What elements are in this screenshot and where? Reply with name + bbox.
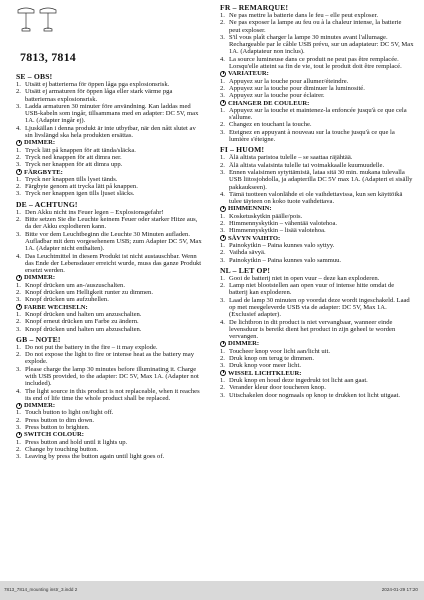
step-text: Appuyez sur la touche pour diminuer la luminosité. [229, 84, 365, 92]
step-list [16, 176, 204, 198]
list-item [220, 191, 414, 206]
left-text-flow [16, 70, 204, 461]
step-text: Vaihda sävyä. [229, 249, 266, 257]
step-number: 1. [220, 376, 225, 384]
list-item [16, 183, 204, 190]
power-icon [220, 71, 226, 77]
subsection-heading: WISSEL LICHTKLEUR: [220, 370, 414, 377]
list-item [16, 388, 204, 403]
list-item [16, 125, 204, 140]
list-item [220, 92, 414, 99]
lamp-illustration [14, 4, 60, 34]
step-number: 3. [220, 256, 225, 264]
step-list [16, 344, 204, 402]
step-text: La source lumineuse dans ce produit ne peut pas être remplacée. Lorsqu'elle atteint sa fin de vie, tout le produit doit être remplacé. [229, 55, 402, 71]
power-icon [220, 100, 226, 106]
power-icon [16, 432, 22, 438]
step-text: Verander kleur door toucheren knop. [229, 384, 326, 392]
step-text: Ne pas exposer la lampe au feu ou à la chaleur intense, la batterie peut exploser. [229, 19, 402, 34]
step-text: Do not expose the light to fire or intense heat as the battery may explode. [25, 351, 195, 366]
list-item [220, 242, 414, 249]
step-number: 3. [220, 227, 225, 235]
step-text: Changez en touchant la touche. [229, 121, 312, 129]
list-item [16, 147, 204, 154]
list-item [16, 81, 204, 88]
step-number: 4. [16, 124, 21, 132]
list-item [16, 439, 204, 446]
subsection-heading: VARIATEUR: [220, 70, 414, 77]
power-icon [220, 206, 226, 212]
step-number: 4. [220, 318, 225, 326]
list-item [16, 417, 204, 424]
step-number: 4. [16, 252, 21, 260]
step-list [16, 81, 204, 139]
step-list [220, 78, 414, 100]
step-number: 1. [220, 77, 225, 85]
footer-filename: 7813_7814_mounting instr_3.indd 2 [4, 587, 78, 592]
list-item [16, 103, 204, 125]
step-list [220, 12, 414, 70]
step-number: 3. [16, 365, 21, 373]
list-item [220, 384, 414, 391]
step-number: 4. [16, 387, 21, 395]
step-list [220, 377, 414, 399]
list-item [220, 85, 414, 92]
step-number: 3. [220, 391, 225, 399]
step-text: Tryck ner knappen tills lyset tänds. [25, 175, 118, 183]
list-item [220, 213, 414, 220]
list-item [16, 318, 204, 325]
step-number: 2. [220, 355, 225, 363]
step-number: 1. [16, 146, 21, 154]
list-item [16, 296, 204, 303]
step-list [16, 282, 204, 304]
step-number: 2. [16, 216, 21, 224]
step-number: 2. [220, 249, 225, 257]
list-item [220, 297, 414, 319]
list-item [220, 348, 414, 355]
step-number: 2. [16, 445, 21, 453]
step-text: Tryck ner knappen för att dimra upp. [25, 161, 123, 169]
subsection-heading: DIMMER: [16, 274, 204, 281]
step-text: Utsätt ej batterierna för öppen låga pga explosionsrisk. [25, 81, 170, 88]
step-number: 1. [16, 343, 21, 351]
step-number: 3. [16, 230, 21, 238]
step-text: Knopf drücken um Helligkeit runter zu dimmen. [25, 289, 153, 297]
step-number: 2. [16, 351, 21, 359]
step-text: Tryck lätt på knappen för att tända/släcka. [25, 146, 136, 154]
list-item [220, 220, 414, 227]
step-text: Kosketuskytkin päälle/pois. [229, 212, 303, 220]
step-text: Painokytkin – Paina kunnes valo syttyy. [229, 241, 335, 249]
list-item [220, 227, 414, 234]
step-number: 2. [220, 84, 225, 92]
step-text: Ladda armaturen 30 minuter före användning. Kan laddas med USB-kabeln som ingår, tillsammans med en adapter: DC 5V, max 1A. (Adapter ingår ej). [25, 102, 199, 125]
step-text: Himmennyskytkin – lisää valotehoa. [229, 227, 326, 235]
list-item [220, 12, 414, 19]
step-text: Utsätt ej armaturen för öppen låga eller stark värme pga batteriernas explosionsrisk. [25, 88, 173, 103]
list-item [220, 169, 414, 191]
list-item [16, 88, 204, 103]
right-text-flow [220, 1, 414, 399]
step-number: 3. [16, 102, 21, 110]
list-item [220, 319, 414, 341]
step-text: Appuyez sur la touche pour allumer/éteindre. [229, 77, 349, 85]
step-text: Laad de lamp 30 minuten op voordat deze wordt ingeschakeld. Laad op met meegeleverde USB via de adapter: DC 5V, Max 1A. (Exclusief adapter). [229, 296, 410, 319]
subsection-heading: HIMMENNIN: [220, 205, 414, 212]
list-item [16, 176, 204, 183]
list-item [220, 121, 414, 128]
step-text: Leaving by press the button again until light goes of. [25, 453, 165, 461]
step-list [220, 348, 414, 370]
step-number: 2. [16, 416, 21, 424]
step-text: Tämä tuotteen valonlähde ei ole vaihdettavissa, kun sen käyttöikä tulee täyteen on koko tuote vaihdettava. [229, 190, 403, 206]
list-item [16, 161, 204, 168]
list-item [220, 249, 414, 256]
step-text: Change by touching button. [25, 445, 99, 453]
step-text: Appuyez sur la touche pour éclairer. [229, 92, 325, 100]
list-item [220, 275, 414, 282]
footer-timestamp: 2024-01-29 17:20 [381, 587, 418, 592]
power-icon [16, 169, 22, 175]
step-text: Lamp niet blootstellen aan open vuur of intense hitte omdat de batterij kan exploderen. [229, 282, 395, 297]
step-text: Ennen valaisimen sytyttämistä, lataa sitä 30 min. mukana tulevalla USB liitosjohdolla, ja adapterilla DC 5V max 1A. (Adapteri ei sisälly pakkaukseen). [229, 168, 413, 191]
subsection-heading: FARBE WECHSELN: [16, 304, 204, 311]
list-item [220, 129, 414, 144]
step-number: 3. [16, 190, 21, 198]
step-text: Knopf drücken und halten um abzuschalten. [25, 325, 142, 333]
step-number: 1. [220, 12, 225, 19]
step-text: Älä altista paristoa tulelle – se saattaa räjähtää. [229, 154, 353, 162]
step-text: Uitschakelen door nogmaals op knop te drukken tot licht uitgaat. [229, 391, 401, 399]
list-item [16, 209, 204, 216]
step-number: 1. [16, 208, 21, 216]
step-number: 2. [16, 289, 21, 297]
step-text: Tryck ned knappen för att dimra ner. [25, 153, 122, 161]
step-number: 2. [220, 384, 225, 392]
model-title: 7813, 7814 [20, 50, 76, 64]
list-item [220, 282, 414, 297]
subsection-heading: DIMMER: [220, 340, 414, 347]
step-number: 1. [220, 106, 225, 114]
step-text: The light source in this product is not replaceable, when it reaches its end of life time the whole product shall be replaced. [25, 387, 200, 402]
list-item [16, 409, 204, 416]
step-number: 3. [16, 424, 21, 432]
step-number: 1. [220, 212, 225, 220]
list-item [16, 366, 204, 388]
step-text: Tryck ner knappen igen tills ljuset släcks. [25, 190, 135, 198]
step-text: Bitte vor dem Leuchtbeginn die Leuchte 30 Minuten aufladen. Aufladbar mit dem vorgesehenem USB; zum Adapter DC 5V, Max 1A. (Adapter nicht enthalten). [25, 230, 202, 253]
step-number: 2. [16, 153, 21, 161]
list-item [220, 154, 414, 161]
step-text: Das Leuchtmittel in diesem Produkt ist nicht austauschbar. Wenn das Ende der Lebensdauer erreicht wurde, muss das ganze Produkt ersetzt werden. [25, 252, 202, 275]
step-text: Press button and hold until it lights up. [25, 438, 128, 446]
step-text: Knopf drücken und halten um anzuschalten. [25, 310, 142, 318]
step-text: De lichtbron in dit product is niet vervangbaar, wanneer einde levensduur is bereikt dient het product in zijn geheel te worden vervangen. [229, 318, 396, 341]
step-number: 1. [220, 274, 225, 282]
step-number: 3. [220, 296, 225, 304]
step-list [220, 154, 414, 205]
print-footer [0, 584, 424, 598]
list-item [16, 453, 204, 460]
step-text: Please charge the lamp 30 minutes before illuminating it. Charge with USB provided, to the adapter: DC 5V, Max 1A. (Adapter not included). [25, 365, 199, 388]
list-item [220, 257, 414, 264]
power-icon [16, 304, 22, 310]
step-text: Bitte setzen Sie die Leuchte keinem Feuer oder starker Hitze aus, da der Akku explodieren kann. [25, 216, 198, 231]
step-number: 2. [220, 121, 225, 129]
power-icon [16, 403, 22, 409]
power-icon [16, 275, 22, 281]
step-number: 1. [16, 438, 21, 446]
list-item [16, 424, 204, 431]
list-item [220, 107, 414, 122]
list-item [16, 154, 204, 161]
list-item [16, 190, 204, 197]
step-number: 2. [16, 183, 21, 191]
power-icon [220, 235, 226, 241]
step-text: Druk knop en houd deze ingedrukt tot licht aan gaat. [229, 376, 368, 384]
subsection-heading: FÄRGBYTE: [16, 169, 204, 176]
list-item [16, 289, 204, 296]
subsection-heading: DIMMER: [16, 139, 204, 146]
step-text: Himmennyskytkin – vähentää valotehoa. [229, 220, 338, 228]
list-item [220, 78, 414, 85]
step-number: 3. [220, 128, 225, 136]
subsection-heading: SÄVYN VAIHTO: [220, 235, 414, 242]
language-heading: FR – REMARQUE! [220, 3, 289, 12]
step-number: 3. [220, 92, 225, 100]
step-number: 2. [220, 19, 225, 27]
step-number: 4. [220, 55, 225, 63]
step-number: 3. [220, 33, 225, 41]
step-text: Gooi de batterij niet in open vuur – deze kan exploderen. [229, 274, 380, 282]
list-item [16, 311, 204, 318]
step-number: 1. [16, 81, 21, 88]
list-item [16, 351, 204, 366]
step-number: 2. [16, 318, 21, 326]
language-heading: GB – NOTE! [16, 334, 61, 344]
step-list [220, 213, 414, 235]
step-text: Press button to dim down. [25, 416, 95, 424]
step-text: Press button to brighten. [25, 424, 90, 432]
step-text: Druk knop voor meer licht. [229, 362, 301, 370]
subsection-heading: DIMMER: [16, 402, 204, 409]
step-list [220, 242, 414, 264]
step-number: 2. [16, 88, 21, 96]
step-number: 3. [220, 168, 225, 176]
step-text: Knopf drücken um aufzuhellen. [25, 296, 109, 304]
step-number: 3. [16, 296, 21, 304]
step-number: 2. [220, 282, 225, 290]
step-list [16, 209, 204, 275]
list-item [16, 446, 204, 453]
step-text: Färgbyte genom att trycka lätt på knappen. [25, 183, 138, 191]
step-text: Knopf erneut drücken um Farbe zu ändern. [25, 318, 139, 326]
step-text: Touch button to light on/light off. [25, 409, 114, 417]
step-number: 3. [220, 362, 225, 370]
step-text: Ne pas mettre la batterie dans le feu – elle peut exploser. [229, 12, 379, 19]
list-item [220, 377, 414, 384]
step-number: 1. [220, 347, 225, 355]
step-text: Toucheer knop voor licht aan/licht uit. [229, 347, 330, 355]
list-item [220, 162, 414, 169]
power-icon [220, 370, 226, 376]
list-item [220, 392, 414, 399]
list-item [16, 253, 204, 275]
step-number: 3. [16, 161, 21, 169]
list-item [16, 326, 204, 333]
list-item [16, 231, 204, 253]
step-number: 1. [16, 310, 21, 318]
step-number: 2. [220, 161, 225, 169]
step-text: S'il vous plaît charger la lampe 30 minutes avant l'allumage. Rechargeable par le câble USB prévu, sur un adaptateur: DC 5V, Max 1A. (Adaptateur non inclus). [229, 33, 414, 56]
list-item [220, 19, 414, 34]
step-text: Do not put the battery in the fire – it may explode. [25, 343, 158, 351]
step-text: Appuyez sur la touche et maintenez-la enfoncée jusqu'à ce que cela s'allume. [229, 106, 407, 122]
list-item [220, 56, 414, 71]
left-column [14, 0, 204, 581]
step-text: Den Akku nicht ins Feuer legen – Explosionsgefahr! [25, 208, 164, 216]
step-number: 3. [16, 325, 21, 333]
step-text: Knopf drücken um an-/auszuschalten. [25, 281, 125, 289]
step-list [16, 311, 204, 333]
list-item [220, 355, 414, 362]
step-text: Eteignez en appuyant à nouveau sur la touche jusqu'à ce que la lumière s'éteigne. [229, 128, 395, 144]
step-text: Ljuskällan i denna produkt är inte utbytbar, när den nått slutet av sin livslängd ska hela produkten ersättas. [25, 124, 196, 140]
step-number: 1. [16, 175, 21, 183]
step-text: Druk knop om terug te dimmen. [229, 355, 314, 363]
step-number: 4. [220, 190, 225, 198]
list-item [16, 216, 204, 231]
list-item [220, 34, 414, 56]
step-list [220, 107, 414, 143]
step-list [16, 147, 204, 169]
step-text: Älä altista valaisinta tulelle tai voimakkaalle kuumuudelle. [229, 161, 385, 169]
subsection-heading: CHANGER DE COULEUR: [220, 100, 414, 107]
subsection-heading: SWITCH COLOUR: [16, 431, 204, 438]
list-item [16, 282, 204, 289]
step-number: 1. [16, 281, 21, 289]
right-column [218, 0, 414, 581]
language-heading: FI – HUOM! [220, 145, 265, 155]
step-number: 2. [220, 220, 225, 228]
step-number: 1. [16, 409, 21, 417]
step-text: Painokytkin – Paina kunnes valo sammuu. [229, 256, 342, 264]
language-heading: SE – OBS! [16, 72, 53, 81]
power-icon [16, 140, 22, 146]
list-item [16, 344, 204, 351]
step-list [16, 409, 204, 431]
language-heading: DE – ACHTUNG! [16, 199, 78, 209]
step-number: 3. [16, 453, 21, 461]
step-list [220, 275, 414, 341]
step-number: 1. [220, 241, 225, 249]
step-list [16, 439, 204, 461]
step-number: 1. [220, 154, 225, 162]
language-heading: NL – LET OP! [220, 265, 271, 275]
list-item [220, 362, 414, 369]
power-icon [220, 341, 226, 347]
